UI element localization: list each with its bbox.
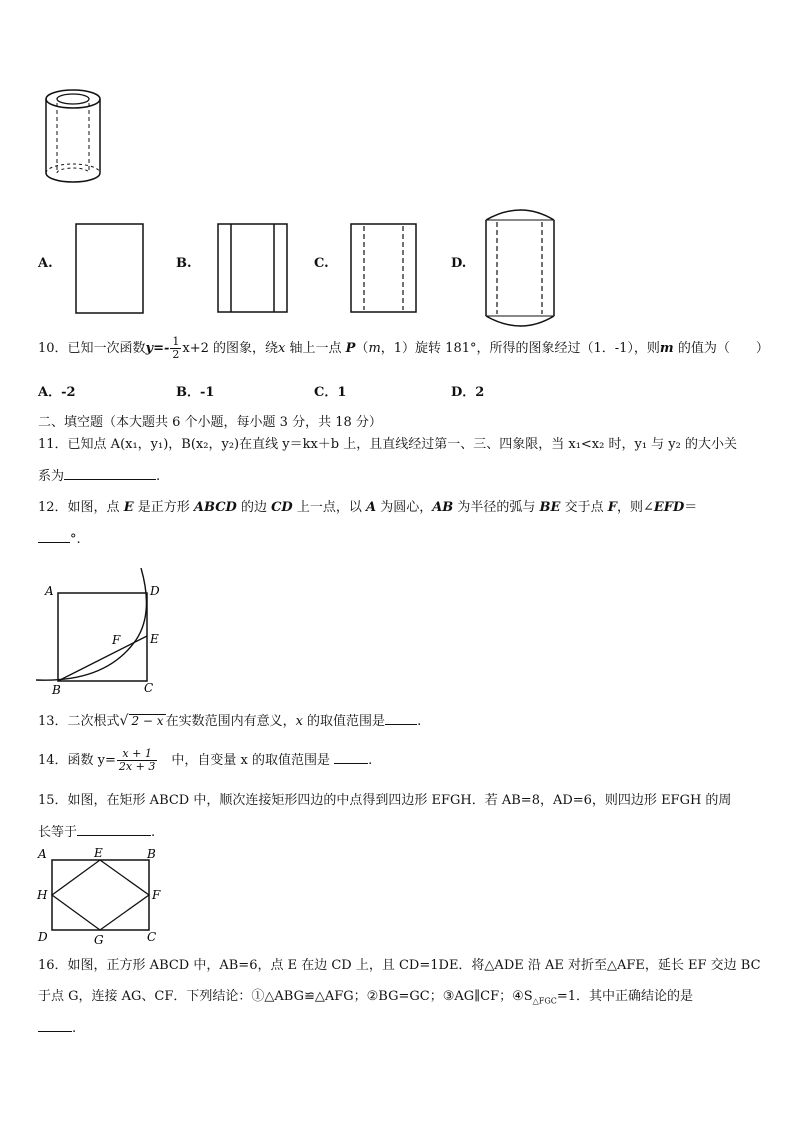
q15-label-f: F (152, 888, 161, 902)
question-16-line2 (38, 988, 693, 1011)
q12-be: BE (539, 500, 561, 515)
q13-answer-blank (385, 712, 417, 725)
q10-p: P (345, 341, 356, 356)
q13-x: x (295, 714, 303, 729)
question-15-line2 (38, 823, 155, 842)
q14-answer-blank (334, 751, 368, 764)
q14-tail: 中，自变量 x 的取值范围是 (158, 753, 335, 768)
q10-fraction (170, 336, 181, 361)
question-13 (38, 712, 421, 731)
q11-end: . (156, 469, 161, 484)
q12-cd: CD (271, 500, 293, 515)
q10-number: 10．已知一次函数 (38, 341, 146, 356)
q15-label-g: G (94, 933, 104, 947)
q11-answer-blank (64, 467, 156, 480)
q12-h: ＝ (684, 500, 698, 515)
q13-tail: 的取值范围是 (302, 714, 386, 729)
q12-answer-blank (38, 530, 70, 543)
q12-b: 的边 (236, 500, 272, 515)
q12-e: E (123, 500, 134, 515)
section-fill-in-heading: 二、填空题（本大题共 6 个小题，每小题 3 分，共 18 分） (38, 415, 382, 430)
q12-a: 是正方形 (133, 500, 194, 515)
question-16-line3 (38, 1019, 76, 1038)
q10-option-b: B．-1 (176, 385, 215, 400)
q10-point2: ，1）旋转 181°，所得的图象经过（1．-1），则 (380, 341, 660, 356)
q10-m: m (368, 341, 381, 356)
q14-frac-den: 2x + 3 (118, 760, 156, 773)
q15-label-h: H (37, 888, 48, 902)
q10-option-d: D．2 (451, 385, 485, 400)
q11-line2-text: 系为 (38, 469, 65, 484)
option-c-dashed-lines (349, 222, 419, 316)
q10-mid: 轴上一点 (285, 341, 346, 356)
option-c-label: C. (314, 256, 329, 271)
q10-frac-num: 1 (172, 335, 180, 348)
q10-frac-den: 2 (172, 348, 180, 361)
q16-line2b: =1．其中正确结论的是 (556, 989, 694, 1004)
q15-line2-text: 长等于 (38, 825, 78, 840)
q12-d: 为圆心， (376, 500, 433, 515)
q12-efd: EFD (653, 500, 685, 515)
q12-line2: °. (70, 532, 81, 547)
sqrt-sign: √ (119, 713, 129, 729)
q12-f: 交于点 (560, 500, 608, 515)
q12-label-e: E (150, 632, 159, 646)
q12-label-b: B (52, 683, 61, 697)
q14-pre: 14．函数 y= (38, 753, 116, 768)
q12-e-text: 为半径的弧与 (453, 500, 540, 515)
q12-g: ，则∠ (616, 500, 654, 515)
q14-end: . (368, 753, 373, 768)
option-d-label: D. (451, 256, 467, 271)
question-12-line2 (38, 530, 81, 549)
q10-y-eq: y=- (145, 341, 170, 356)
option-b-solid-lines (216, 222, 290, 316)
q13-mid: 在实数范围内有意义， (165, 714, 296, 729)
q12-ab: AB (432, 500, 454, 515)
q13-pre: 13．二次根式 (38, 714, 120, 729)
q12-c: 上一点，以 (292, 500, 366, 515)
hollow-cylinder-figure (40, 85, 110, 190)
q12-square-arc-figure (36, 568, 166, 698)
q12-label-f: F (112, 633, 121, 647)
q12-label-d: D (150, 584, 160, 598)
question-11-line2 (38, 467, 160, 486)
option-a-rectangle (74, 222, 146, 316)
question-11-line1: 11．已知点 A(x₁，y₁)，B(x₂，y₂)在直线 y＝kx＋b 上，且直线经过第一、三、四象限，当 x₁<x₂ 时，y₁ 与 y₂ 的大小关 (38, 437, 737, 452)
q15-label-a: A (38, 847, 47, 861)
question-15-line1: 15．如图，在矩形 ABCD 中，顺次连接矩形四边的中点得到四边形 EFGH．若 AB=8，AD=6，则四边形 EFGH 的周 (38, 793, 732, 808)
option-d-curved-ends (482, 206, 560, 332)
q10-tail: 的值为（ ） (673, 341, 769, 356)
q12-a-point: A (365, 500, 377, 515)
q10-option-c: C．1 (314, 385, 347, 400)
q10-option-a: A．-2 (38, 385, 76, 400)
question-16-line1: 16．如图，正方形 ABCD 中，AB=6，点 E 在边 CD 上，且 CD=1DE．将△ADE 沿 AE 对折至△AFE，延长 EF 交边 BC (38, 958, 761, 973)
q10-m2: m (659, 341, 674, 356)
q14-fraction (117, 748, 157, 773)
q16-line2a: 于点 G，连接 AG、CF．下列结论：①△ABG≌△AFG；②BG=GC；③AG∥CF；④S (38, 989, 533, 1004)
question-10 (38, 336, 769, 361)
question-12-line1 (38, 499, 697, 517)
q15-label-b: B (147, 847, 156, 861)
q14-frac-num: x + 1 (117, 748, 157, 761)
q16-answer-blank (38, 1019, 72, 1032)
q12-f-point: F (607, 500, 617, 515)
q15-label-e: E (94, 846, 103, 860)
q12-label-a: A (45, 584, 54, 598)
q15-rectangle-figure (34, 844, 164, 948)
option-a-label: A. (38, 256, 53, 271)
q16-end: . (72, 1021, 77, 1036)
q12-abcd: ABCD (193, 500, 237, 515)
option-b-label: B. (176, 256, 192, 271)
q15-answer-blank (77, 823, 151, 836)
q16-area-sub: △FGC (532, 996, 557, 1006)
q10-after-frac: x+2 的图象，绕 (182, 341, 279, 356)
q10-x: x (278, 341, 286, 356)
q13-end: . (417, 714, 422, 729)
q15-label-d: D (38, 930, 48, 944)
q12-pre: 12．如图，点 (38, 500, 124, 515)
q12-label-c: C (144, 681, 154, 695)
q10-point: （ (355, 341, 369, 356)
q15-label-c: C (147, 930, 157, 944)
q15-end: . (151, 825, 156, 840)
q13-radicand: 2 − x (131, 714, 164, 728)
question-14 (38, 748, 372, 773)
